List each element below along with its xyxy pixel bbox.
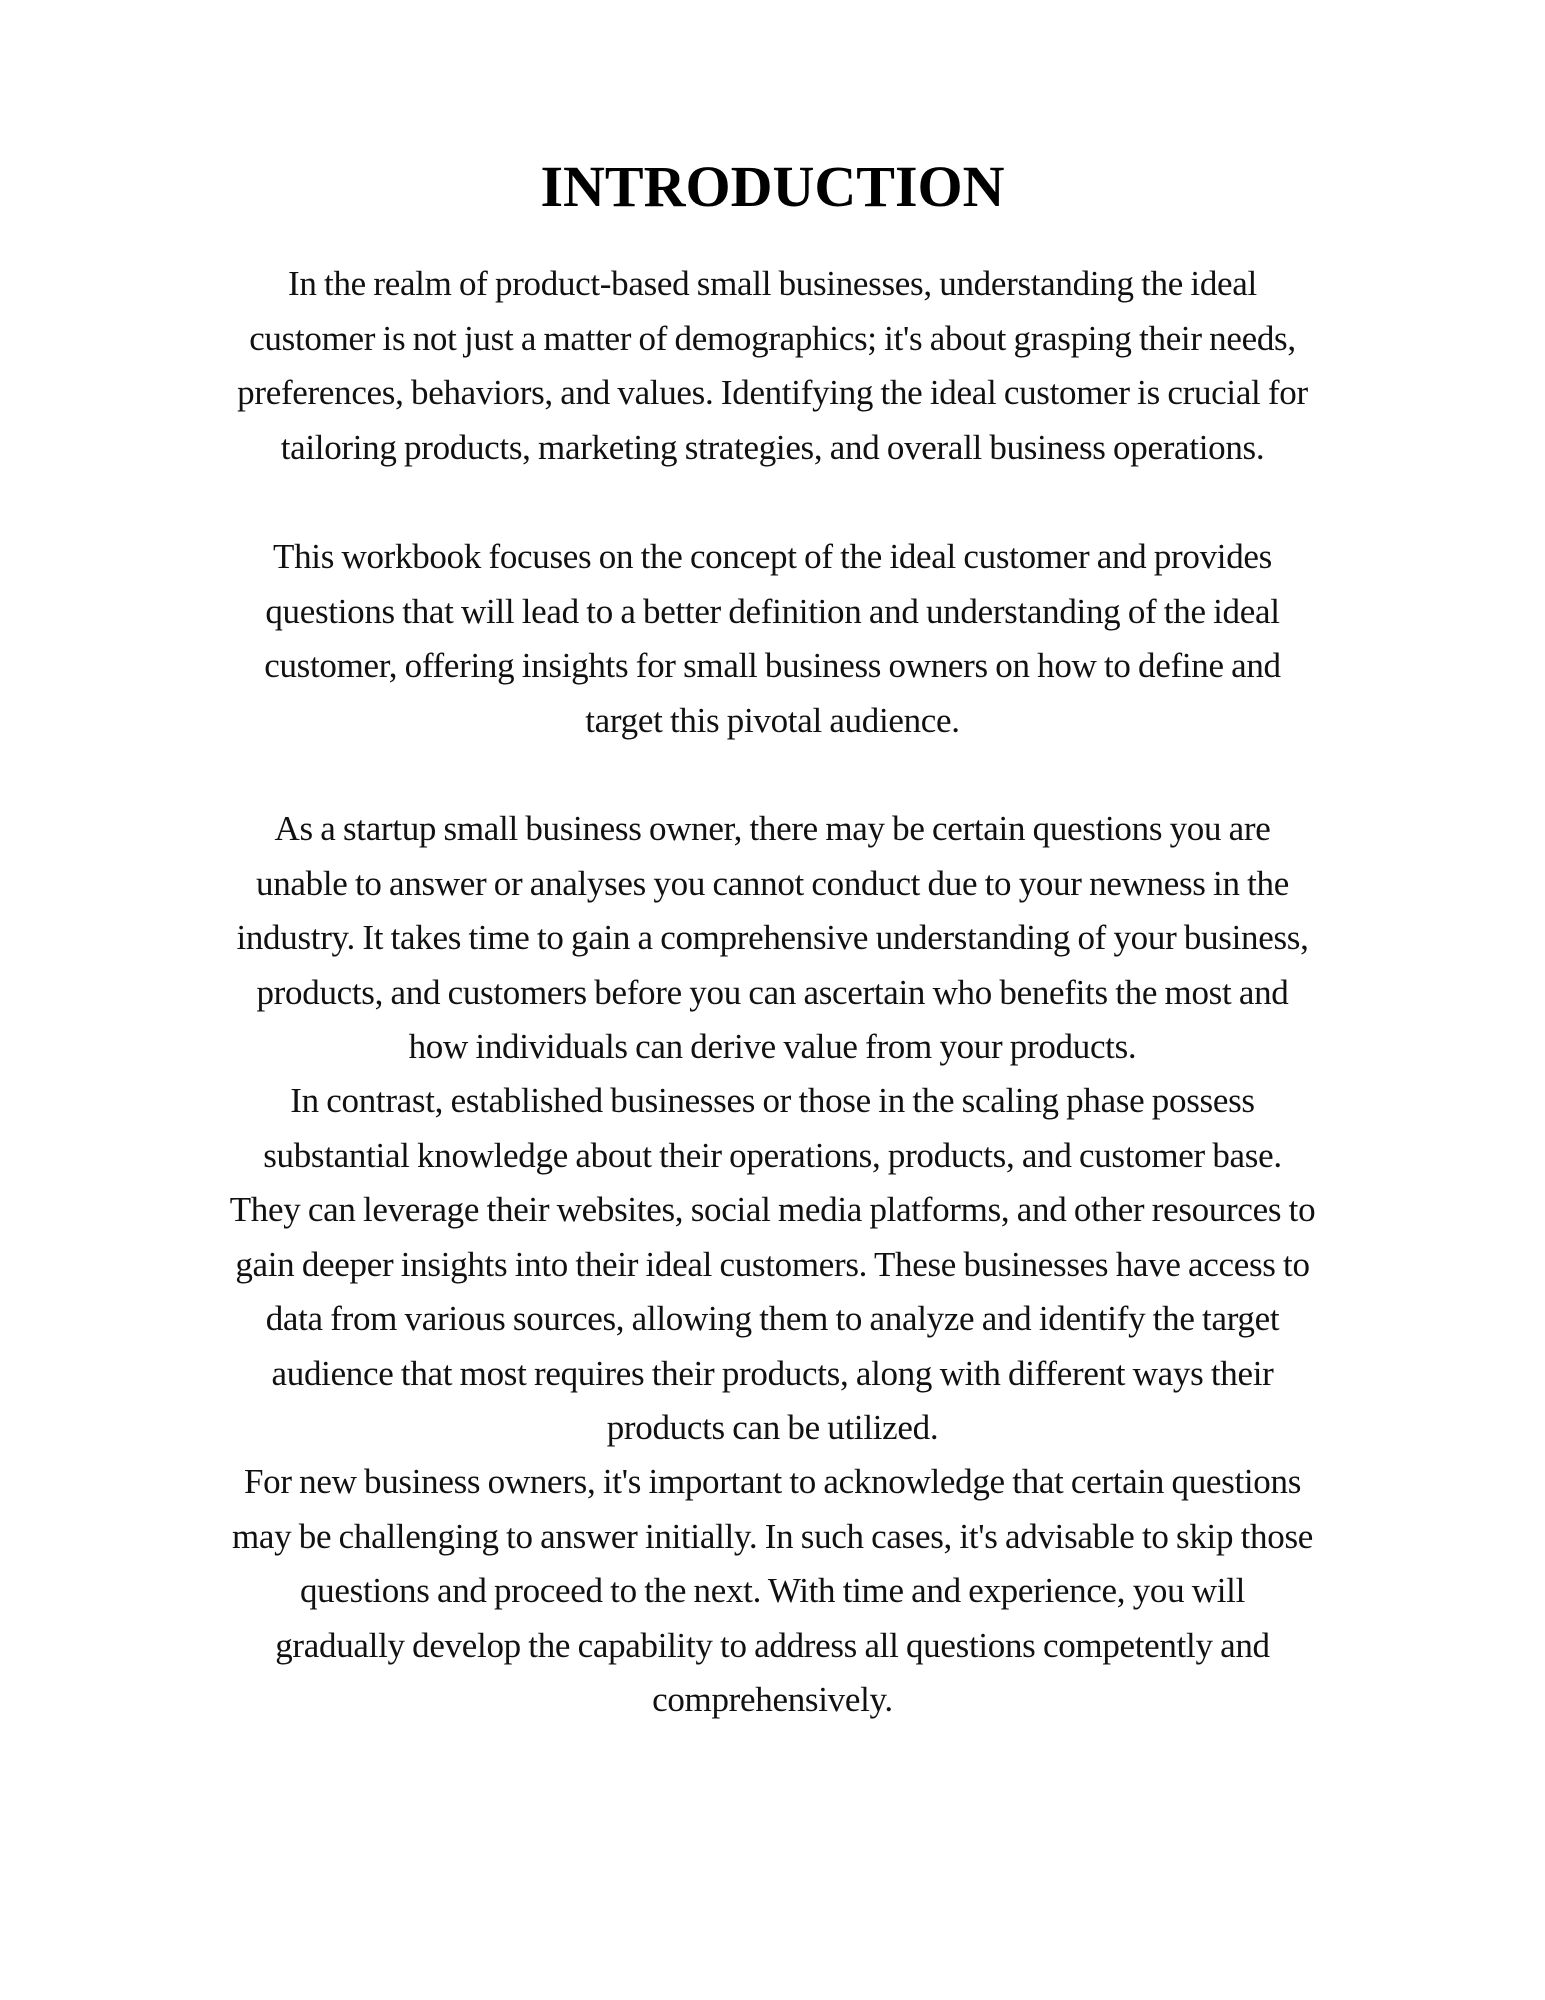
paragraph-intro: [0, 257, 1545, 475]
paragraph-line: comprehensively.: [652, 1680, 893, 1719]
paragraph-line: customer, offering insights for small business owners on how to define and: [264, 646, 1281, 685]
paragraph-line: unable to answer or analyses you cannot conduct due to your newness in the: [256, 863, 1289, 903]
paragraph-line: gradually develop the capability to address all questions competently and: [275, 1625, 1270, 1665]
paragraph-line: products can be utilized.: [606, 1408, 939, 1447]
paragraph-line: how individuals can derive value from your products.: [408, 1027, 1137, 1066]
paragraph-line: industry. It takes time to gain a comprehensive understanding of your business,: [236, 918, 1309, 957]
paragraph-line: substantial knowledge about their operations, products, and customer base.: [263, 1135, 1282, 1175]
paragraph-line: For new business owners, it's important to acknowledge that certain questions: [243, 1462, 1302, 1501]
page-title: INTRODUCTION: [540, 154, 1005, 219]
paragraph-line: tailoring products, marketing strategies, and overall business operations.: [280, 427, 1265, 467]
paragraph-line: In the realm of product-based small businesses, understanding the ideal: [288, 264, 1257, 303]
paragraph-line: In contrast, established businesses or those in the scaling phase possess: [290, 1081, 1255, 1120]
paragraph-line: questions that will lead to a better definition and understanding of the ideal: [265, 591, 1280, 631]
paragraph-startup-owners: [0, 802, 1545, 1075]
paragraph-line: data from various sources, allowing them to analyze and identify the target: [265, 1299, 1280, 1338]
paragraph-line: audience that most requires their products, along with different ways their: [271, 1353, 1274, 1393]
paragraph-line: may be challenging to answer initially. In such cases, it's advisable to skip those: [231, 1516, 1314, 1556]
paragraph-line: preferences, behaviors, and values. Identifying the ideal customer is crucial for: [237, 373, 1308, 412]
paragraph-line: target this pivotal audience.: [585, 700, 960, 740]
paragraph-line: As a startup small business owner, there may be certain questions you are: [274, 809, 1271, 848]
paragraph-line: This workbook focuses on the concept of the ideal customer and provides: [273, 537, 1272, 576]
paragraph-established-businesses: [0, 1074, 1545, 1456]
paragraph-line: gain deeper insights into their ideal customers. These businesses have access to: [235, 1244, 1310, 1284]
paragraph-line: customer is not just a matter of demographics; it's about grasping their needs,: [249, 318, 1296, 358]
paragraph-new-owners-advice: [0, 1455, 1545, 1728]
paragraph-line: products, and customers before you can ascertain who benefits the most and: [256, 972, 1289, 1012]
paragraph-line: They can leverage their websites, social media platforms, and other resources to: [229, 1190, 1316, 1229]
paragraph-workbook-focus: [0, 530, 1545, 748]
paragraph-line: questions and proceed to the next. With time and experience, you will: [299, 1571, 1245, 1610]
